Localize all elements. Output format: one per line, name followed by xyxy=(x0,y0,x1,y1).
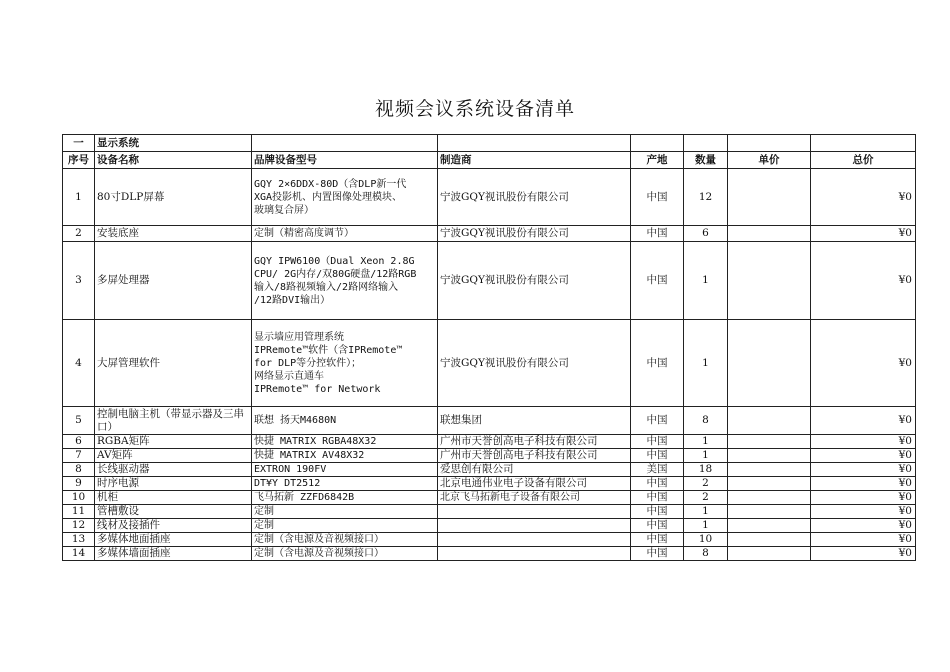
cell-model xyxy=(252,407,438,435)
cell-seq: 2 xyxy=(63,226,95,242)
cell-maker: 联想集团 xyxy=(438,407,631,435)
cell-qty: 8 xyxy=(684,547,728,561)
cell-total: ¥0 xyxy=(811,505,916,519)
cell-seq: 14 xyxy=(63,547,95,561)
model-line: GQY IPW6100（Dual Xeon 2.8G xyxy=(254,255,415,267)
table-row xyxy=(63,407,916,435)
cell-maker: 北京飞马拓新电子设备有限公司 xyxy=(438,491,631,505)
header-row xyxy=(63,152,916,169)
cell-qty: 6 xyxy=(684,226,728,242)
cell-total: ¥0 xyxy=(811,477,916,491)
cell-unit-price xyxy=(728,407,811,435)
model-line: XGA投影机、内置图像处理模块、 xyxy=(254,191,403,203)
table-row xyxy=(63,169,916,226)
cell-total: ¥0 xyxy=(811,169,916,226)
cell-qty: 1 xyxy=(684,505,728,519)
header-maker: 制造商 xyxy=(438,152,631,169)
cell-qty: 18 xyxy=(684,463,728,477)
cell-model xyxy=(252,477,438,491)
cell-name: 多媒体地面插座 xyxy=(95,533,252,547)
cell-origin: 中国 xyxy=(631,169,684,226)
cell-seq: 9 xyxy=(63,477,95,491)
model-line: DT¥Y DT2512 xyxy=(254,478,321,489)
cell-origin: 中国 xyxy=(631,533,684,547)
section-number: 一 xyxy=(63,135,95,152)
cell-qty: 12 xyxy=(684,169,728,226)
model-line: 玻璃复合屏） xyxy=(254,204,314,216)
cell-total: ¥0 xyxy=(811,547,916,561)
table-row xyxy=(63,435,916,449)
cell-model xyxy=(252,547,438,561)
model-line: 快捷 MATRIX AV48X32 xyxy=(254,450,365,461)
cell-maker xyxy=(438,547,631,561)
cell-name: 80寸DLP屏幕 xyxy=(95,169,252,226)
cell-qty: 1 xyxy=(684,320,728,407)
cell-origin: 中国 xyxy=(631,505,684,519)
model-line: 定制（含电源及音视频接口） xyxy=(254,534,384,545)
cell-total: ¥0 xyxy=(811,242,916,320)
cell-unit-price xyxy=(728,491,811,505)
cell-name: 线材及接插件 xyxy=(95,519,252,533)
table-row xyxy=(63,226,916,242)
cell-seq: 7 xyxy=(63,449,95,463)
cell-name: AV矩阵 xyxy=(95,449,252,463)
cell-name: 长线驱动器 xyxy=(95,463,252,477)
model-line: 定制 xyxy=(254,520,274,531)
cell-total: ¥0 xyxy=(811,407,916,435)
cell-maker xyxy=(438,505,631,519)
cell-origin: 中国 xyxy=(631,519,684,533)
cell-unit-price xyxy=(728,477,811,491)
model-line: 定制（精密高度调节） xyxy=(254,228,354,239)
cell-qty: 2 xyxy=(684,477,728,491)
cell-name: 安装底座 xyxy=(95,226,252,242)
cell-unit-price xyxy=(728,242,811,320)
cell-unit-price xyxy=(728,169,811,226)
cell-name: 控制电脑主机（带显示器及三串口） xyxy=(95,407,252,435)
table-row xyxy=(63,242,916,320)
header-seq: 序号 xyxy=(63,152,95,169)
cell-unit-price xyxy=(728,547,811,561)
document-title: 视频会议系统设备清单 xyxy=(374,98,575,120)
cell-seq: 11 xyxy=(63,505,95,519)
table-row xyxy=(63,519,916,533)
table-row xyxy=(63,449,916,463)
table-row xyxy=(63,547,916,561)
cell-name: 大屏管理软件 xyxy=(95,320,252,407)
cell-model xyxy=(252,491,438,505)
cell-total: ¥0 xyxy=(811,449,916,463)
cell-qty: 1 xyxy=(684,435,728,449)
cell-name: 管槽敷设 xyxy=(95,505,252,519)
equipment-table xyxy=(62,134,916,561)
cell-name: 机柜 xyxy=(95,491,252,505)
cell-maker xyxy=(438,533,631,547)
header-unit-price: 单价 xyxy=(728,152,811,169)
cell-maker: 广州市天誉创高电子科技有限公司 xyxy=(438,435,631,449)
cell-seq: 12 xyxy=(63,519,95,533)
cell-total: ¥0 xyxy=(811,491,916,505)
table-row xyxy=(63,491,916,505)
cell-model xyxy=(252,242,438,320)
cell-seq: 10 xyxy=(63,491,95,505)
cell-model xyxy=(252,449,438,463)
model-line: 飞马拓新 ZZFD6842B xyxy=(254,492,355,503)
cell-maker: 宁波GQY视讯股份有限公司 xyxy=(438,226,631,242)
model-line: 网络显示直通车 xyxy=(254,370,324,382)
model-line: CPU/ 2G内存/双80G硬盘/12路RGB xyxy=(254,268,417,280)
cell-origin: 中国 xyxy=(631,449,684,463)
cell-name: RGBA矩阵 xyxy=(95,435,252,449)
cell-origin: 美国 xyxy=(631,463,684,477)
cell-origin: 中国 xyxy=(631,320,684,407)
model-line: 联想 扬天M4680N xyxy=(254,415,337,426)
model-line: for DLP等分控软件）； xyxy=(254,357,362,369)
cell-maker: 北京电通伟业电子设备有限公司 xyxy=(438,477,631,491)
cell-origin: 中国 xyxy=(631,242,684,320)
cell-total: ¥0 xyxy=(811,435,916,449)
cell-origin: 中国 xyxy=(631,435,684,449)
section-name: 显示系统 xyxy=(95,135,252,152)
cell-origin: 中国 xyxy=(631,491,684,505)
cell-unit-price xyxy=(728,505,811,519)
header-total: 总价 xyxy=(811,152,916,169)
cell-model xyxy=(252,519,438,533)
cell-qty: 1 xyxy=(684,242,728,320)
model-line: IPRemote™软件（含IPRemote™ xyxy=(254,344,403,356)
cell-name: 多媒体墙面插座 xyxy=(95,547,252,561)
cell-maker: 宁波GQY视讯股份有限公司 xyxy=(438,169,631,226)
model-line: 快捷 MATRIX RGBA48X32 xyxy=(254,436,377,447)
cell-seq: 3 xyxy=(63,242,95,320)
cell-unit-price xyxy=(728,449,811,463)
cell-maker: 爱思创有限公司 xyxy=(438,463,631,477)
cell-maker: 宁波GQY视讯股份有限公司 xyxy=(438,242,631,320)
cell-model xyxy=(252,435,438,449)
cell-unit-price xyxy=(728,463,811,477)
cell-model xyxy=(252,169,438,226)
cell-seq: 6 xyxy=(63,435,95,449)
cell-total: ¥0 xyxy=(811,463,916,477)
cell-unit-price xyxy=(728,533,811,547)
table-row xyxy=(63,463,916,477)
cell-origin: 中国 xyxy=(631,547,684,561)
cell-qty: 8 xyxy=(684,407,728,435)
model-line: 显示墙应用管理系统 xyxy=(254,331,344,343)
cell-model xyxy=(252,320,438,407)
model-line: /12路DVI输出） xyxy=(254,294,331,306)
cell-model xyxy=(252,226,438,242)
cell-seq: 5 xyxy=(63,407,95,435)
cell-maker xyxy=(438,519,631,533)
cell-seq: 4 xyxy=(63,320,95,407)
cell-total: ¥0 xyxy=(811,320,916,407)
header-model: 品牌设备型号 xyxy=(252,152,438,169)
model-line: GQY 2×6DDX-80D（含DLP新一代 xyxy=(254,178,407,190)
table-row xyxy=(63,505,916,519)
table-row xyxy=(63,477,916,491)
cell-name: 时序电源 xyxy=(95,477,252,491)
cell-seq: 8 xyxy=(63,463,95,477)
cell-name: 多屏处理器 xyxy=(95,242,252,320)
cell-qty: 2 xyxy=(684,491,728,505)
table-row xyxy=(63,320,916,407)
cell-unit-price xyxy=(728,226,811,242)
table-row xyxy=(63,533,916,547)
cell-model xyxy=(252,533,438,547)
header-qty: 数量 xyxy=(684,152,728,169)
model-line: 输入/8路视频输入/2路网络输入 xyxy=(254,281,399,293)
cell-unit-price xyxy=(728,435,811,449)
header-origin: 产地 xyxy=(631,152,684,169)
cell-unit-price xyxy=(728,519,811,533)
section-row xyxy=(63,135,916,152)
cell-maker: 宁波GQY视讯股份有限公司 xyxy=(438,320,631,407)
cell-origin: 中国 xyxy=(631,407,684,435)
cell-total: ¥0 xyxy=(811,519,916,533)
cell-seq: 13 xyxy=(63,533,95,547)
cell-qty: 1 xyxy=(684,449,728,463)
model-line: 定制 xyxy=(254,506,274,517)
cell-total: ¥0 xyxy=(811,533,916,547)
model-line: EXTRON 190FV xyxy=(254,464,327,475)
cell-origin: 中国 xyxy=(631,226,684,242)
cell-model xyxy=(252,505,438,519)
header-name: 设备名称 xyxy=(95,152,252,169)
cell-maker: 广州市天誉创高电子科技有限公司 xyxy=(438,449,631,463)
cell-seq: 1 xyxy=(63,169,95,226)
cell-qty: 10 xyxy=(684,533,728,547)
cell-model xyxy=(252,463,438,477)
cell-unit-price xyxy=(728,320,811,407)
cell-total: ¥0 xyxy=(811,226,916,242)
model-line: 定制（含电源及音视频接口） xyxy=(254,548,384,559)
cell-qty: 1 xyxy=(684,519,728,533)
cell-origin: 中国 xyxy=(631,477,684,491)
model-line: IPRemote™ for Network xyxy=(254,383,381,395)
